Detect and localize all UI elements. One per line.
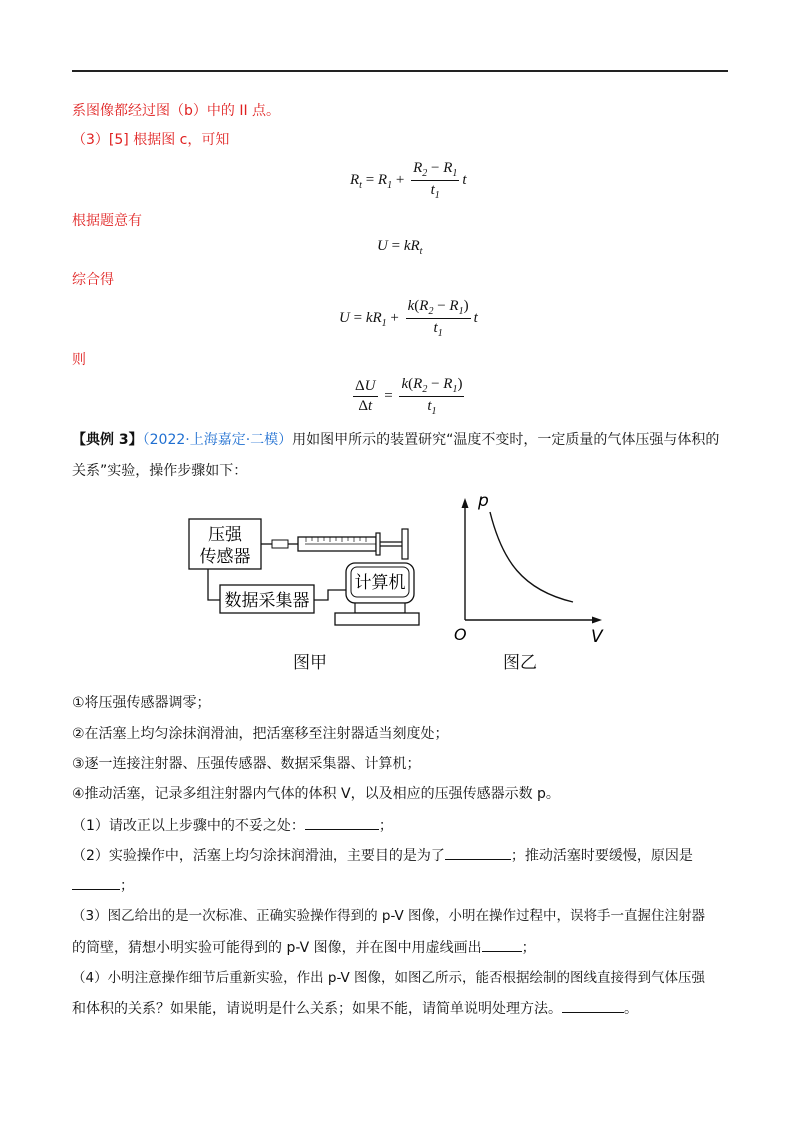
step-2: ②在活塞上均匀涂抹润滑油，把活塞移至注射器适当刻度处；	[72, 726, 449, 742]
question-1	[72, 815, 393, 836]
solution-line-2: （3）[5] 根据图 c，可知	[72, 132, 230, 148]
equation-u: $U = kR_t$	[377, 238, 423, 257]
pv-graph	[450, 490, 620, 650]
step-4: ④推动活塞，记录多组注射器内气体的体积 V，以及相应的压强传感器示数 p。	[72, 786, 560, 802]
answer-blank-1[interactable]	[305, 815, 379, 830]
apparatus-figure	[180, 505, 430, 635]
question-1-end: ；	[378, 818, 393, 834]
question-4: （4）小明注意操作细节后重新实验，作出 p-V 图像，如图乙所示，能否根据绘制的图线直接得到气体压强	[72, 970, 706, 986]
solution-line-5: 则	[72, 352, 86, 368]
syringe-icon	[261, 529, 408, 559]
question-2-end: ；	[120, 878, 134, 894]
question-4-text-b: 和体积的关系？如果能，请说明是什么关系；如果不能，请简单说明处理方法。	[72, 1001, 562, 1017]
example-intro-line-2: 关系”实验，操作步骤如下：	[72, 463, 248, 479]
pressure-sensor-label-2: 传感器	[199, 547, 251, 567]
question-1-text: （1）请改正以上步骤中的不妥之处：	[72, 818, 305, 834]
x-axis-arrow-icon	[592, 617, 602, 624]
question-2-text-a: （2）实验操作中，活塞上均匀涂抹润滑油，主要目的是为了	[72, 848, 445, 864]
collector-cable	[314, 590, 346, 600]
question-3-line-2	[72, 937, 536, 958]
question-4-line-2	[72, 998, 638, 1019]
example-intro	[72, 430, 719, 450]
question-2-line-2	[72, 875, 134, 896]
example-intro-text: 用如图甲所示的装置研究“温度不变时，一定质量的气体压强与体积的	[292, 432, 720, 448]
answer-blank-4[interactable]	[562, 998, 624, 1013]
figure-a-caption: 图甲	[293, 653, 327, 673]
solution-line-4: 综合得	[72, 272, 114, 288]
answer-blank-2b[interactable]	[72, 875, 120, 890]
pressure-sensor-label-1: 压强	[208, 525, 242, 545]
step-1: ①将压强传感器调零；	[72, 695, 211, 711]
solution-line-1: 系图像都经过图（b）中的 II 点。	[72, 103, 281, 119]
equation-ratio: $\frac{\Delta U}{\Delta t}$ = $\frac{k(R_2 - R_1)}{t_1}$	[355, 376, 463, 417]
question-3-end: ；	[521, 940, 536, 956]
solution-line-3: 根据题意有	[72, 213, 142, 229]
sensor-cable	[208, 569, 220, 600]
computer-label: 计算机	[354, 573, 406, 593]
question-3: （3）图乙给出的是一次标准、正确实验操作得到的 p-V 图像，小明在操作过程中，误将手一直握住注射器	[72, 908, 706, 924]
answer-blank-2a[interactable]	[445, 845, 511, 860]
x-axis-label: V	[591, 627, 603, 647]
example-tag: 【典例 3】	[72, 432, 143, 448]
data-collector-label: 数据采集器	[224, 591, 310, 611]
example-source: （2022·上海嘉定·二模）	[142, 432, 293, 448]
header-rule	[72, 70, 728, 72]
question-3-text-b: 的筒壁，猜想小明实验可能得到的 p-V 图像，并在图中用虚线画出	[72, 940, 482, 956]
answer-blank-3[interactable]	[482, 937, 522, 952]
origin-label: O	[454, 625, 467, 644]
equation-combined: $U = kR_1$ + $\frac{k(R_2 - R_1)}{t_1}$ t	[339, 298, 478, 339]
step-3: ③逐一连接注射器、压强传感器、数据采集器、计算机；	[72, 756, 421, 772]
question-2-text-b: ；推动活塞时要缓慢，原因是	[510, 848, 693, 864]
figure-b-caption: 图乙	[503, 653, 537, 673]
pv-curve	[490, 512, 573, 602]
question-4-end: 。	[624, 1001, 638, 1017]
question-2	[72, 845, 693, 866]
equation-rt: $R_t = R_1$ + $\frac{R_2 - R_1}{t_1}$ t	[350, 160, 467, 201]
y-axis-arrow-icon	[462, 498, 469, 508]
y-axis-label: p	[478, 491, 489, 511]
